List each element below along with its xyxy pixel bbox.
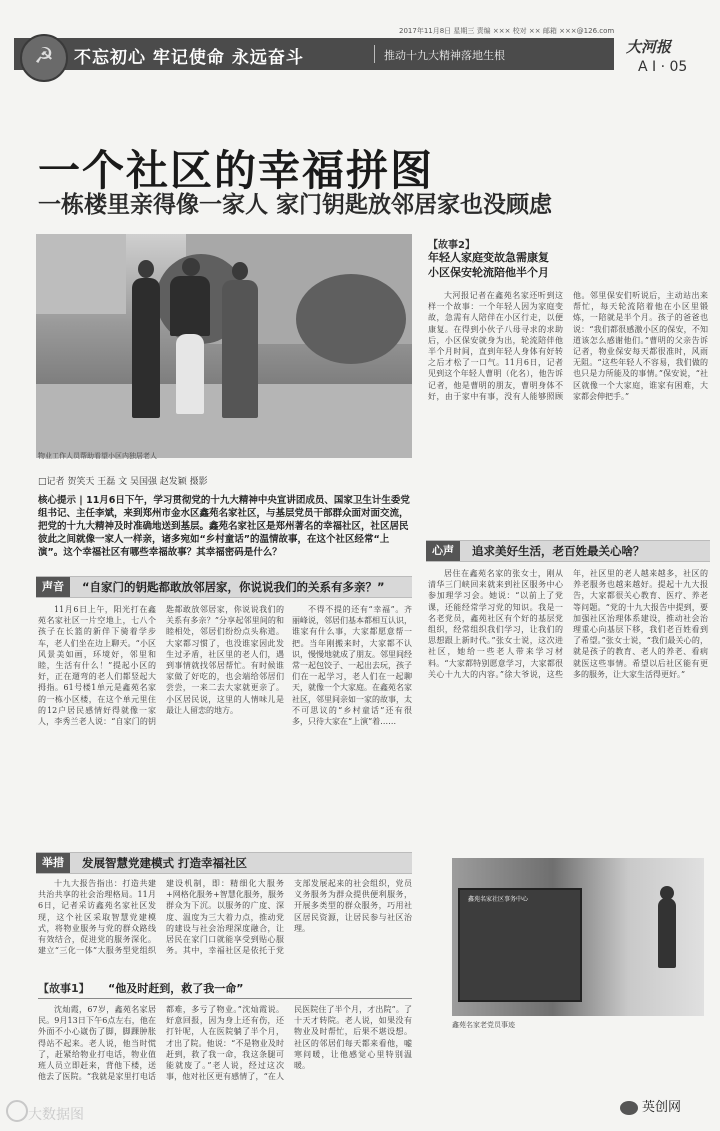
story2-title	[428, 250, 549, 280]
person-head	[182, 258, 200, 276]
section-tag: 声音	[36, 577, 70, 597]
person-figure	[176, 334, 204, 414]
masthead	[14, 26, 714, 84]
main-photo	[36, 234, 412, 458]
board-text: 鑫苑名家社区事务中心	[468, 896, 529, 903]
paper-logo: 大河报	[626, 38, 672, 56]
photo-caption: 物业工作人员帮助看望小区内独居老人	[38, 452, 157, 460]
story-title-line: 小区保安轮流陪他半个月	[428, 266, 549, 279]
page-subtitle: 一栋楼里亲得像一家人 家门钥匙放邻居家也没顾虑	[38, 192, 553, 218]
watermark-left: 大数据图	[28, 1107, 84, 1123]
slogan: 不忘初心 牢记使命 永远奋斗	[74, 48, 304, 68]
section-title: 发展智慧党建模式 打造幸福社区	[82, 856, 248, 870]
watermark-logo-icon	[6, 1100, 28, 1122]
section-header-measures	[36, 852, 412, 874]
tree-shape	[296, 274, 406, 364]
page-number: A I · 05	[638, 59, 688, 75]
story-title-line: 年轻人家庭变故急需康复	[428, 251, 549, 264]
date-line: 2017年11月8日 星期三 责编 ××× 校对 ×× 邮箱 ×××@126.com	[399, 27, 615, 35]
section3-text: 居住在鑫苑名家的张女士，刚从清华三门峡回来就来到社区服务中心参加理学习会。她说：“以前上了党课，还能经常学习党的知识。我是一名老党员，鑫苑社区有个好的基层党组织，经常组织我们学习，让我们的思想跟上新时代。”张女士说，这次进社区，她给一些老人带来学习材料。“大家都特别愿意学习，大家都很关心十九大的内容。”徐大爷说，这些年，社区里的老人越来越多，社区的养老服务也越来越好。提起十九大报告，大家都很关心教育、医疗、养老等问题。“党的十九大报告中提到，要加强社区治理体系建设，推动社会治理重心向基层下移，我们老百姓看到了希望。”张女士说，“我们最关心的，就是孩子的教育、老人的养老、看病就医这些事情。希望以后社区能有更多的服务，让大家生活得更好。”	[428, 569, 708, 679]
divider	[38, 998, 412, 999]
wechat-icon	[620, 1101, 638, 1115]
story-tag: 【故事1】	[38, 982, 90, 995]
subhead: 推动十九大精神落地生根	[384, 49, 505, 62]
section-header-heart	[426, 540, 710, 562]
story2-text: 大河报记者在鑫苑名家还听到这样一个故事：一个年轻人因为家庭变故，急需有人陪伴在小区行走，以便康复。在得到小伙子八母寻求的求助后，小区保安就身为出，轮流陪伴他半个月时间，直到年轻人身体有好转之后才松了一口气。11月6日，记者见到这个年轻人曹明（化名），他告诉记者，他是曹明的朋友，曹明身体不好，由于家中有事，没有人能够照顾他。邻里保安们听说后，主动站出来帮忙，每天轮流陪着他在小区里锻炼，一陪就是半个月。孩子的爸爸也说：“我们都很感激小区的保安，不知道该怎么感谢他们。”曹明的父亲告诉记者，物业保安每天都很准时，风雨无阻。“这些年轻人不容易，我们做的也只是力所能及的事情。”保安说，“社区就像一个大家庭，谁家有困难，大家都会伸把手。”	[428, 291, 708, 401]
person-figure	[222, 280, 258, 418]
byline: □记者 贺笑天 王磊 文 吴国强 赵发颖 摄影	[38, 477, 208, 487]
party-emblem-icon: ☭	[20, 34, 68, 82]
brand-label: 英创网	[642, 1100, 682, 1115]
secondary-photo	[452, 858, 704, 1016]
page-title: 一个社区的幸福拼图	[38, 146, 435, 195]
photo-caption: 鑫苑名家老党员事迹	[452, 1021, 515, 1029]
person-head	[138, 260, 154, 278]
watermark-right	[620, 1096, 681, 1115]
person-figure	[658, 898, 676, 968]
person-figure	[170, 276, 210, 336]
section-tag: 心声	[426, 541, 460, 561]
notice-board	[458, 888, 582, 1002]
story1-text: 沈灿霞，67岁，鑫苑名家居民。9月13日下午6点左右，他在外面不小心崴伤了脚，脚踝肿胀得站不起来。老人说，他当时慌了，赶紧给物业打电话，物业值班人员立即赶来，背他下楼，送他去了医院。“我就是家里打电话都难，多亏了物业。”沈灿霞说。好意回报，因为身上还有伤，还打针呢，人在医院躺了半个月，才出了院。他说：“不是物业及时赶到，救了我一命，我这条腿可能就废了。”老人说，经过这次事，他对社区更有感情了，“在人民医院住了半个月，才出院”。了十天才转院。老人说，如果没有物业及时帮忙，后果不堪设想。社区的邻居们每天都来看他，嘘寒问暖，让他感觉心里特别温暖。	[38, 1005, 412, 1082]
section-header-voice	[36, 576, 412, 598]
divider	[374, 45, 375, 63]
story-title: “他及时赶到，救了我一命”	[108, 982, 244, 995]
section-tag: 举措	[36, 853, 70, 873]
section-title: “自家门的钥匙都敢放邻居家，你说说我们的关系有多亲？”	[82, 580, 385, 594]
story-tag: 【故事2】	[428, 240, 475, 251]
person-figure	[132, 278, 160, 418]
person-head	[232, 262, 248, 280]
slogan-bar	[14, 38, 614, 70]
section-title: 追求美好生活，老百姓最关心啥？	[472, 544, 645, 558]
story1-header	[38, 980, 412, 998]
section2-text: 十九大报告指出：打造共建共治共享的社会治理格局。11月6日，记者采访鑫苑名家社区发现，这个社区采取智慧党建模式，将物业服务与党的群众路线有效结合，促进党的服务深化。建立“三化一体”大服务型党组织建设机制，即：精细化大服务+网格化服务+智慧化服务，服务群众为下沉。以服务的广度、深度、温度为三大着力点，推动党的建设与社会治理深度融合，让居民在家门口就能享受到贴心服务。其中，幸福社区是依托于党支部发展起来的社会组织，党员义务服务为群众提供便利服务，开展多类型的群众服务，巧用社区居民资源，让居民参与社区治理。	[38, 879, 412, 956]
intro-text: 核心提示 | 11月6日下午，学习贯彻党的十九大精神中央宣讲团成员、国家卫生计生委党组书记、主任李斌，来到郑州市金水区鑫苑名家社区，与基层党员干部群众面对面交流，把党的十九大精神及时准确地送到基层。鑫苑名家社区是郑州著名的幸福社区，社区居民彼此之间就像一家人一样亲，诸多宛如“乡村童话”的温情故事，在这个社区经常“上演”。这个幸福社区有哪些幸福故事？其幸福密码是什么？	[38, 495, 410, 558]
section1-text: 11月6日上午，阳光打在鑫苑名家社区一片空地上，七八个孩子在长篮的新伴下骑着学步车，老人们坐在边上聊天。“小区风景美如画，环境好，邻里和睦，生活有什么！”提起小区的好，正在遛弯的老人们都竖起大拇指。61号楼1单元是鑫苑名家的一栋小区楼，在这个单元里住的12户居民感情好得就像一家人，李秀兰老人说：“自家门的钥匙都敢放邻居家，你说说我们的关系有多亲？”分享起邻里间的和睦相处，邻居们纷纷点头称道。大家都习惯了，也没谁家因此发生过矛盾，社区里的老人们，遇到事情就找邻居帮忙。有时候谁家做了好吃的，也会端给邻居们尝尝，一来二去大家就更亲了。小区居民说，这里的人情味儿是最让人留恋的地方。	[38, 605, 284, 727]
building-shape	[36, 234, 126, 314]
section1-text-b: 不得不提的还有“幸福”。齐丽峰说，邻居们基本都相互认识，谁家有什么事，大家都愿意帮一把。当年刚搬来时，大家都不认识，慢慢地就成了朋友。邻里间经常一起包饺子、一起出去玩，孩子们在一起学习，老人们在一起聊天，就像一个大家庭。在鑫苑名家社区，邻里间亲如一家的故事，太不可思议的“乡村童话”还有很多，只待大家在“上演”着……	[292, 605, 412, 727]
